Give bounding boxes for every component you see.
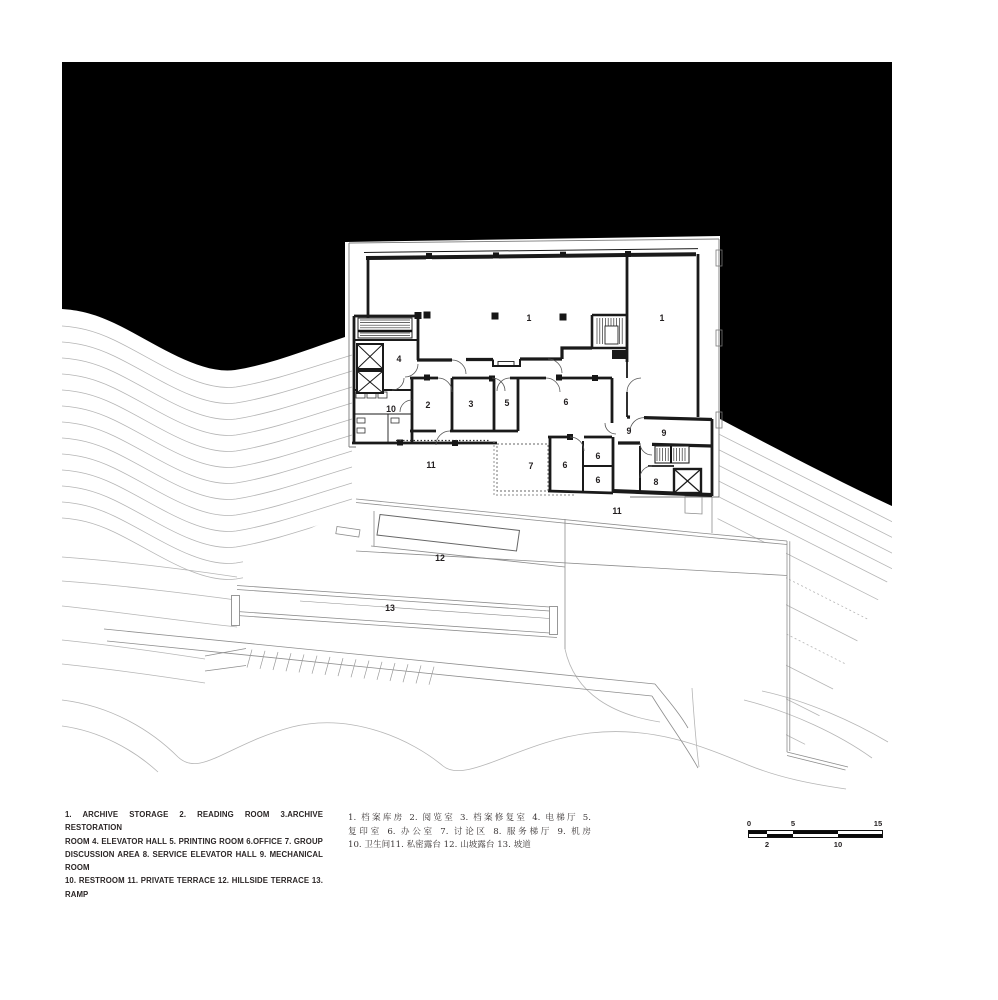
- room-label: 4: [396, 354, 402, 364]
- legend-zh-line: 1. 档案库房 2. 阅览室 3. 档案修复室 4. 电梯厅 5.: [348, 813, 591, 823]
- terrace-canopy: [377, 515, 520, 552]
- room-label: 6: [595, 451, 601, 461]
- scale-label-15: 15: [873, 819, 883, 828]
- room-label: 1: [526, 313, 532, 323]
- legend-en-line: 10. RESTROOM 11. PRIVATE TERRACE 12. HILLSIDE TERRACE 13. RAMP: [65, 876, 323, 899]
- scale-label-10: 10: [833, 840, 843, 849]
- legend-en-line: ROOM 4. ELEVATOR HALL 5. PRINTING ROOM 6.OFFICE 7. GROUP: [65, 836, 323, 846]
- room-label: 6: [595, 475, 601, 485]
- scale-bar: [748, 819, 888, 851]
- room-label: 10: [386, 404, 396, 414]
- room-label: 6: [562, 460, 568, 470]
- room-label: 1: [659, 313, 665, 323]
- legend-en-line: 1. ARCHIVE STORAGE 2. READING ROOM 3.ARCHIVE RESTORATION: [65, 810, 323, 833]
- legend-zh-line: 复印室 6. 办公室 7. 讨论区 8. 服务梯厅 9. 机房: [348, 826, 591, 837]
- hillside-stairs: [247, 650, 434, 685]
- room-label: 6: [563, 397, 569, 407]
- room-label: 7: [528, 461, 534, 471]
- legend-zh-line: 10. 卫生间11. 私密露台 12. 山坡露台 13. 坡道: [348, 840, 531, 851]
- room-label: 3: [468, 399, 474, 409]
- scale-label-2: 2: [764, 840, 770, 849]
- ramp-structure: [104, 586, 698, 769]
- room-label: 12: [435, 553, 445, 563]
- scale-segment: [749, 831, 767, 834]
- scale-label-0: 0: [746, 819, 752, 828]
- room-label: 13: [385, 603, 395, 613]
- legend-chinese: [348, 812, 591, 853]
- room-label: 8: [653, 477, 659, 487]
- scale-bar-graphic: [748, 830, 883, 838]
- room-label: 11: [612, 506, 622, 516]
- room-label: 2: [425, 400, 431, 410]
- room-label: 11: [426, 460, 436, 470]
- hill-mass: [62, 62, 892, 506]
- room-label: 9: [661, 428, 667, 438]
- scale-segment: [793, 831, 837, 834]
- legend-en-line: DISCUSSION AREA 8. SERVICE ELEVATOR HALL 9. MECHANICAL ROOM: [65, 849, 323, 873]
- scale-segment: [767, 834, 794, 837]
- scale-segment: [838, 834, 882, 837]
- room-label: 5: [504, 398, 510, 408]
- scale-label-5: 5: [790, 819, 796, 828]
- terrain-curves-bottom: [62, 557, 888, 789]
- legend-english: [65, 808, 323, 901]
- room-label: 9: [626, 426, 632, 436]
